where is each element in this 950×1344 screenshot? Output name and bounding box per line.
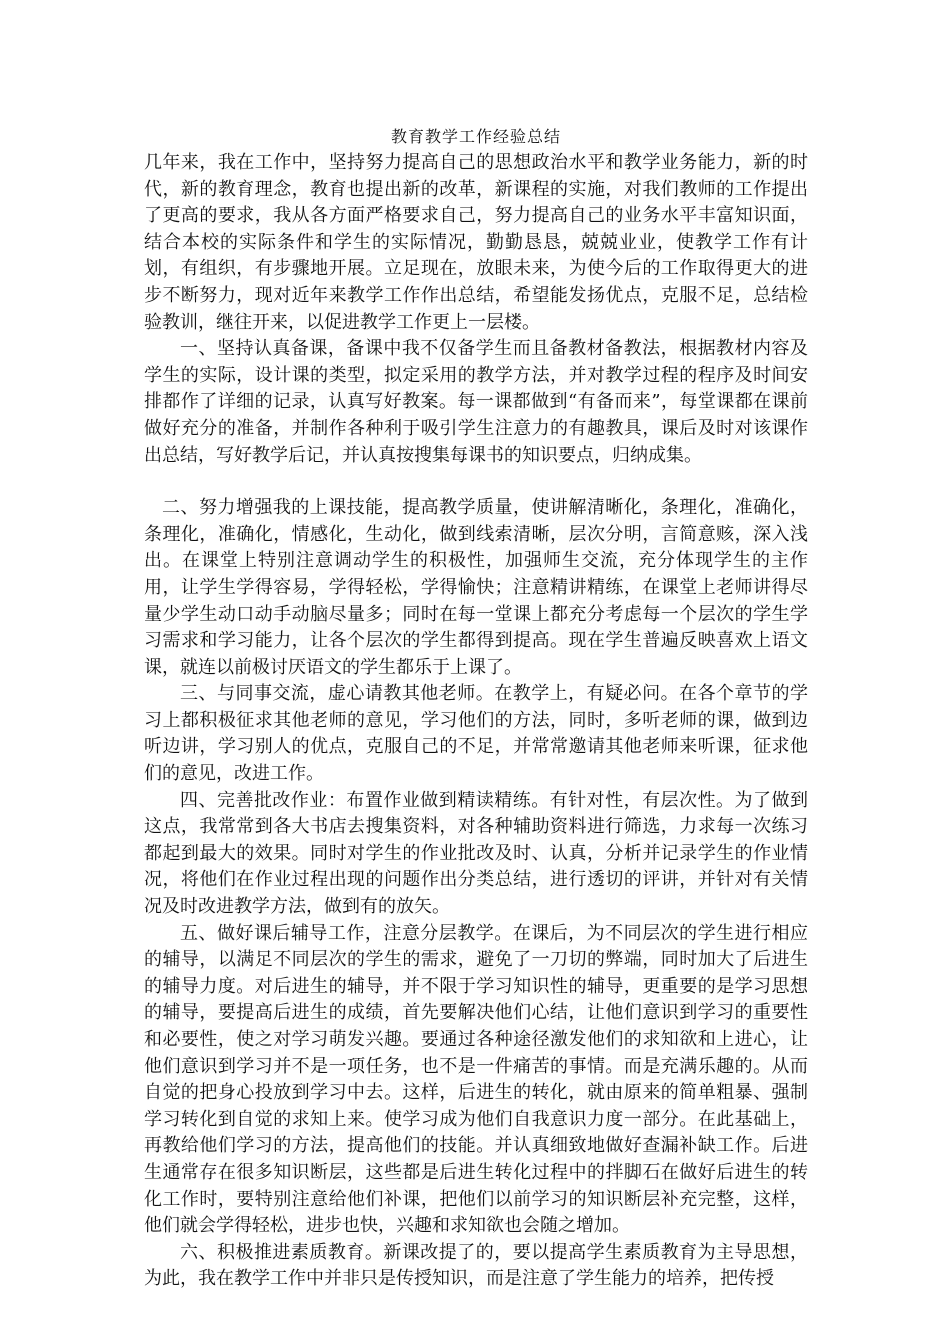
paragraph-section-5: 五、做好课后辅导工作，注意分层教学。在课后，为不同层次的学生进行相应的辅导，以满足不同层次的学生的需求，避免了一刀切的弊端，同时加大了后进生的辅导力度。对后进生的辅导，并不限于学习知识性的辅导，更重要的是学习思想的辅导，要提高后进生的成绩，首先要解决他们心结，让他们意识到学习的重要性和必要性，使之对学习萌发兴趣。要通过各种途径激发他们的求知欲和上进心，让他们意识到学习并不是一项任务，也不是一件痛苦的事情。而是充满乐趣的。从而自觉的把身心投放到学习中去。这样，后进生的转化，就由原来的简单粗暴、强制学习转化到自觉的求知上来。使学习成为他们自我意识力度一部分。在此基础上，再教给他们学习的方法，提高他们的技能。并认真细致地做好查漏补缺工作。后进生通常存在很多知识断层，这些都是后进生转化过程中的拌脚石在做好后进生的转化工作时，要特别注意给他们补课，把他们以前学习的知识断层补充完整，这样，他们就会学得轻松，进步也快，兴趣和求知欲也会随之增加。 [144, 922, 808, 1237]
document-title: 教育教学工作经验总结 [390, 127, 561, 146]
paragraph-section-4: 四、完善批改作业：布置作业做到精读精练。有针对性，有层次性。为了做到这点，我常常到各大书店去搜集资料，对各种辅助资料进行筛选，力求每一次练习都起到最大的效果。同时对学生的作业批改及时、认真，分析并记录学生的作业情况，将他们在作业过程出现的问题作出分类总结，进行透切的评讲，并针对有关情况及时改进教学方法，做到有的放矢。 [144, 789, 808, 918]
paragraph-section-6: 六、积极推进素质教育。新课改提了的，要以提高学生素质教育为主导思想，为此，我在教学工作中并非只是传授知识，而是注意了学生能力的培养，把传授 [144, 1241, 808, 1290]
paragraph-section-1: 一、坚持认真备课，备课中我不仅备学生而且备教材备教法，根据教材内容及学生的实际，设计课的类型，拟定采用的教学方法，并对教学过程的程序及时间安排都作了详细的记录，认真写好教案。每一课都做到“有备而来”，每堂课都在课前做好充分的准备，并制作各种利于吸引学生注意力的有趣教具，课后及时对该课作出总结，写好教学后记，并认真按搜集每课书的知识要点，归纳成集。 [144, 338, 808, 466]
paragraph-section-2: 二、努力增强我的上课技能，提高教学质量，使讲解清晰化，条理化，准确化，条理化，准确化，情感化，生动化，做到线索清晰，层次分明，言简意赅，深入浅出。在课堂上特别注意调动学生的积极性，加强师生交流，充分体现学生的主作用，让学生学得容易，学得轻松，学得愉快；注意精讲精练，在课堂上老师讲得尽量少学生动口动手动脑尽量多；同时在每一堂课上都充分考虑每一个层次的学生学习需求和学习能力，让各个层次的学生都得到提高。现在学生普遍反映喜欢上语文课，就连以前极讨厌语文的学生都乐于上课了。 [144, 497, 808, 678]
paragraph-gap [144, 469, 808, 495]
document-page [144, 126, 808, 1293]
paragraph-intro: 几年来，我在工作中，坚持努力提高自己的思想政治水平和教学业务能力，新的时代，新的教育理念，教育也提出新的改革，新课程的实施，对我们教师的工作提出了更高的要求，我从各方面严格要求自己，努力提高自己的业务水平丰富知识面，结合本校的实际条件和学生的实际情况，勤勤恳恳，兢兢业业，使教学工作有计划，有组织，有步骤地开展。立足现在，放眼未来，为使今后的工作取得更大的进步不断努力，现对近年来教学工作作出总结，希望能发扬优点，克服不足，总结检验教训，继往开来，以促进教学工作更上一层楼。 [144, 152, 808, 333]
paragraph-section-3: 三、与同事交流，虚心请教其他老师。在教学上，有疑必问。在各个章节的学习上都积极征求其他老师的意见，学习他们的方法，同时，多听老师的课，做到边听边讲，学习别人的优点，克服自己的不足，并常常邀请其他老师来听课，征求他们的意见，改进工作。 [144, 683, 808, 785]
